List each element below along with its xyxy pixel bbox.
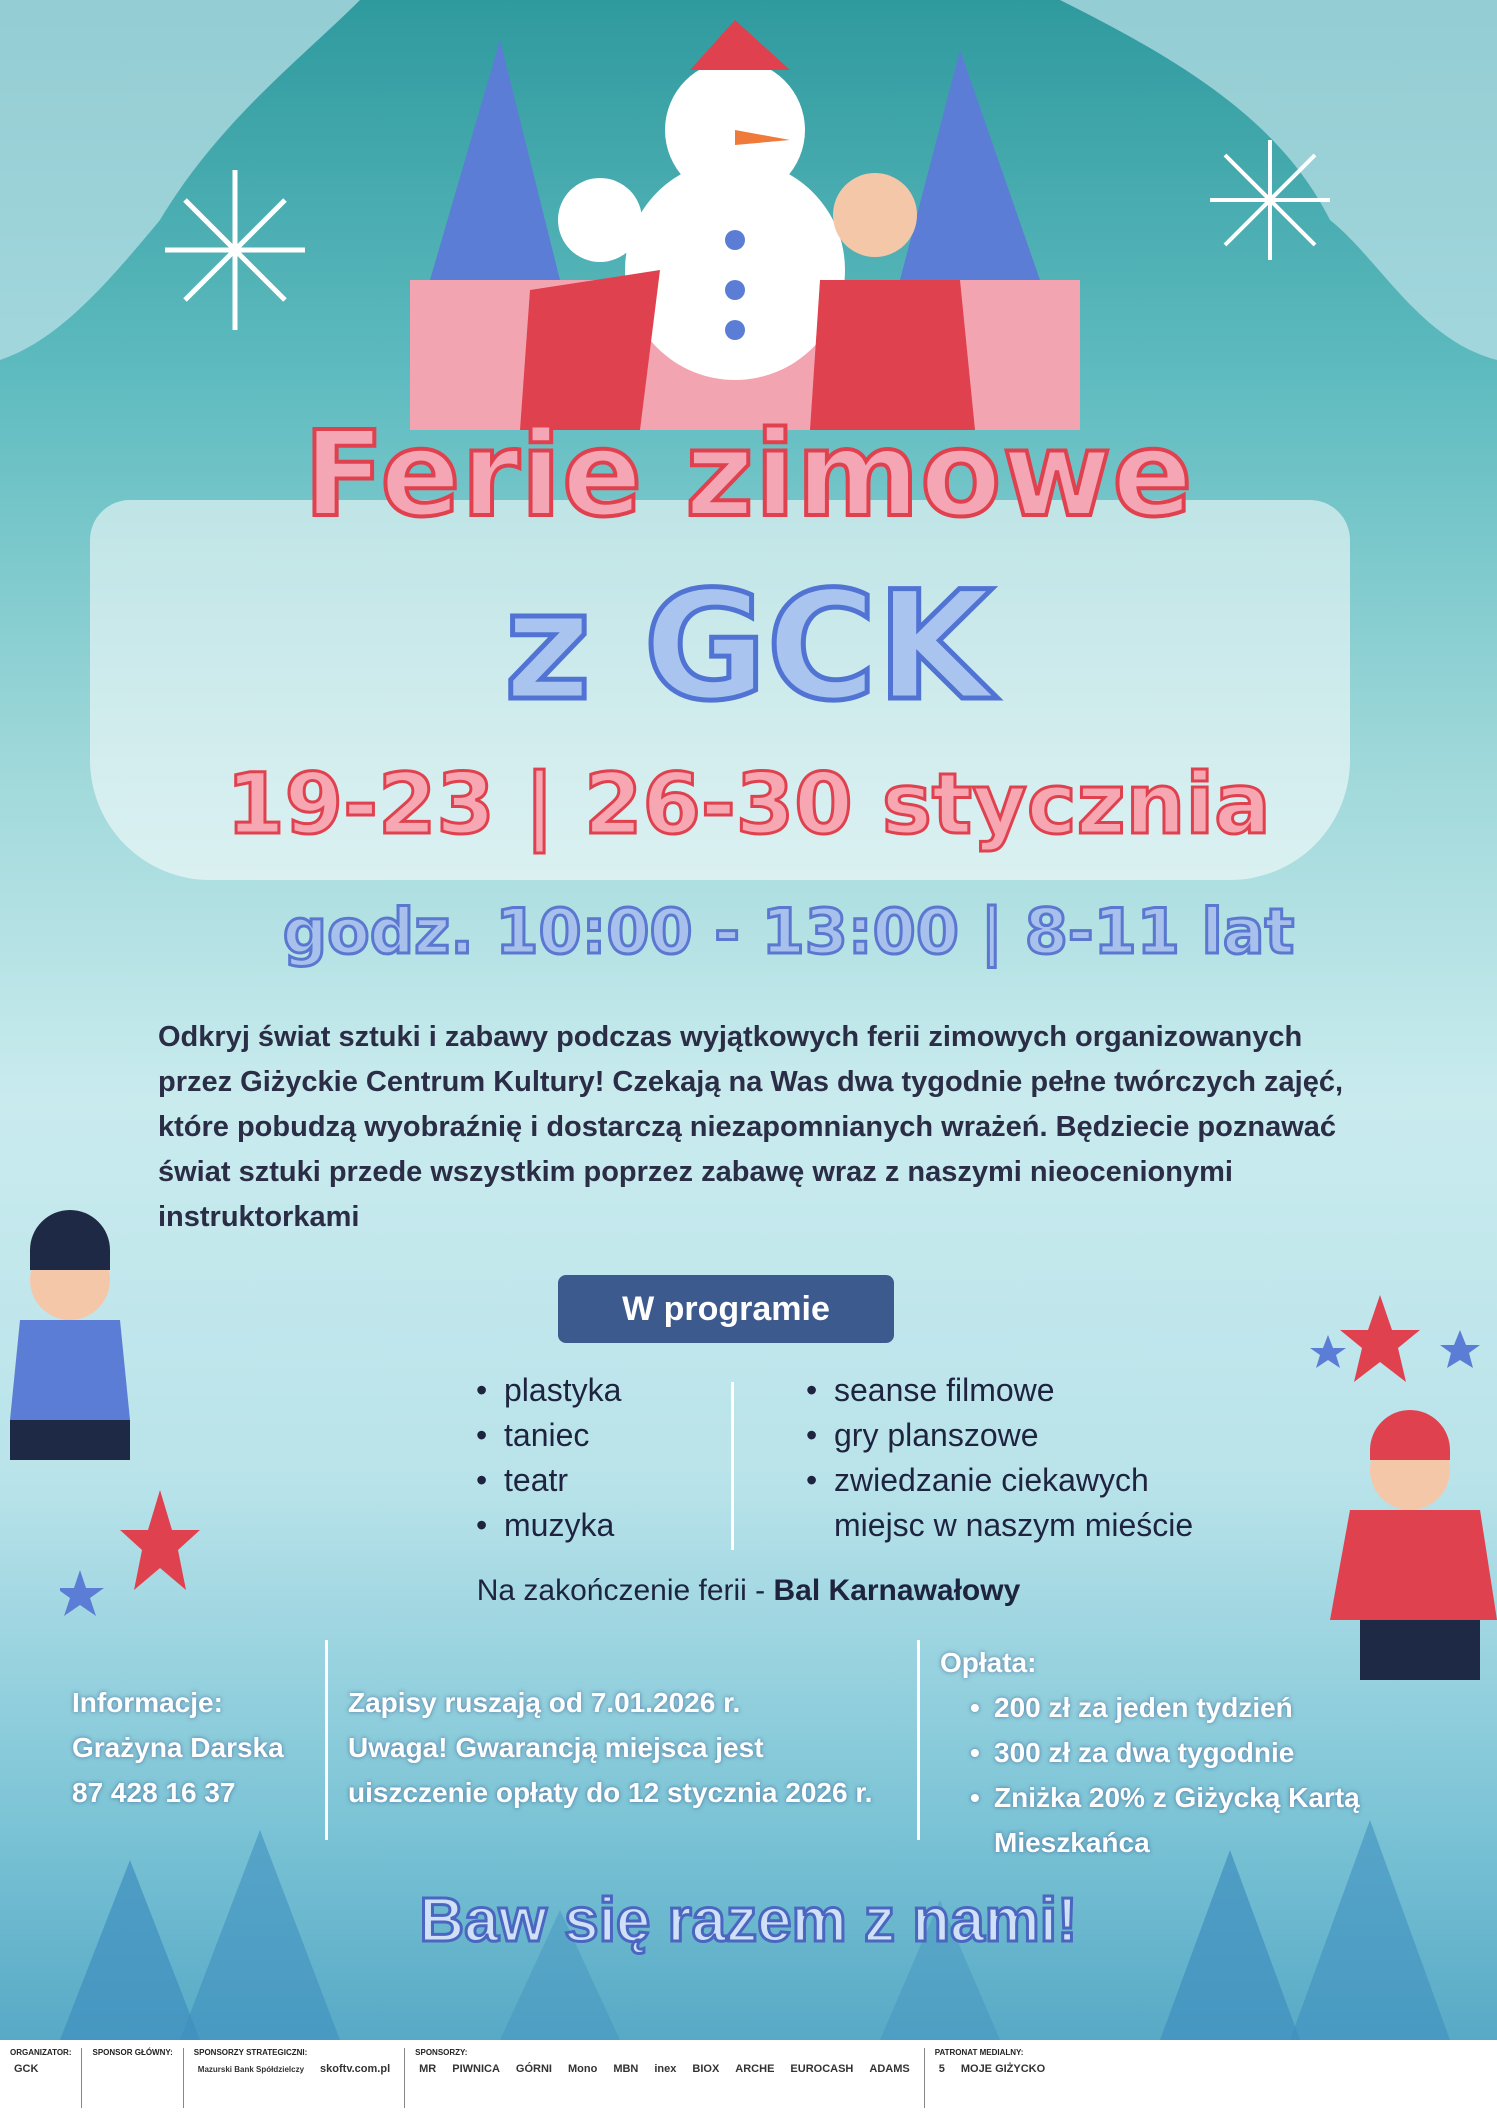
media-group	[935, 2048, 1049, 2077]
bank-logo: Mazurski Bank Spółdzielczy	[197, 2064, 305, 2074]
main-sponsor-label: SPONSOR GŁÓWNY:	[92, 2048, 173, 2057]
program-heading: W programie	[558, 1275, 894, 1343]
sponsors-label: SPONSORZY:	[415, 2048, 468, 2057]
list-item: • teatr	[476, 1458, 621, 1503]
list-item: • muzyka	[476, 1503, 621, 1548]
divider	[81, 2048, 82, 2108]
closing-prefix: Na zakończenie ferii -	[476, 1574, 774, 1607]
program-list-left	[476, 1368, 621, 1548]
headline-ferie-zimowe: Ferie zimowe	[303, 405, 1194, 543]
kid-illustration-left	[0, 1190, 220, 1490]
closing-event: Bal Karnawałowy	[773, 1574, 1021, 1607]
closing-note	[0, 1574, 1497, 1608]
registration-info	[348, 1680, 908, 1815]
organizer-label: ORGANIZATOR:	[10, 2048, 72, 2057]
sponsor-logo: Mono	[567, 2063, 598, 2075]
gck-logo: GCK	[14, 2063, 39, 2075]
contact-phone: 87 428 16 37	[72, 1777, 236, 1808]
list-item: • seanse filmowe	[806, 1368, 1226, 1413]
list-item: • gry planszowe	[806, 1413, 1226, 1458]
contact-heading: Informacje:	[72, 1687, 223, 1718]
fee-item: • 300 zł za dwa tygodnie	[970, 1730, 1400, 1775]
divider	[731, 1382, 734, 1550]
snowflake-icon	[165, 170, 305, 330]
sponsors-footer	[0, 2040, 1497, 2116]
sponsor-logo: MR	[419, 2063, 437, 2075]
strategic-group	[194, 2048, 394, 2077]
strategic-label: SPONSORZY STRATEGICZNI:	[193, 2048, 308, 2057]
registration-line: Uwaga! Gwarancją miejsca jest	[348, 1732, 764, 1763]
sponsor-logo: ARCHE	[735, 2063, 775, 2075]
skoftv-logo: skoftv.com.pl	[320, 2063, 391, 2075]
main-sponsor-group	[92, 2048, 172, 2057]
divider	[183, 2048, 184, 2108]
contact-info	[72, 1680, 284, 1815]
divider	[924, 2048, 925, 2108]
slogan: Baw się razem z nami!	[419, 1886, 1078, 1955]
sponsor-logo: ADAMS	[869, 2063, 910, 2075]
sponsor-logo: MBN	[613, 2063, 639, 2075]
headline-z-gck: z GCK	[504, 560, 993, 734]
sponsors-group	[415, 2048, 914, 2077]
fee-heading: Opłata:	[940, 1647, 1037, 1678]
winter-scene-illustration	[0, 0, 1497, 460]
registration-line: Zapisy ruszają od 7.01.2026 r.	[348, 1687, 741, 1718]
star-icon	[1310, 1290, 1480, 1400]
list-item: • taniec	[476, 1413, 621, 1458]
divider	[404, 2048, 405, 2108]
media-logo: MOJE GIŻYCKO	[960, 2063, 1046, 2075]
contact-name: Grażyna Darska	[72, 1732, 284, 1763]
event-dates: 19-23 | 26-30 stycznia	[226, 755, 1271, 853]
media-logo: 5	[938, 2063, 945, 2075]
list-item: • plastyka	[476, 1368, 621, 1413]
fee-item: • Zniżka 20% z Giżycką Kartą Mieszkańca	[970, 1775, 1400, 1865]
sponsor-logo: PIWNICA	[452, 2063, 500, 2075]
media-label: PATRONAT MEDIALNY:	[934, 2048, 1024, 2057]
fee-item: • 200 zł za jeden tydzień	[970, 1685, 1400, 1730]
sponsor-logo: BIOX	[692, 2063, 720, 2075]
sponsor-logo: GÓRNI	[515, 2063, 552, 2075]
event-hours-age: godz. 10:00 - 13:00 | 8-11 lat	[282, 895, 1295, 968]
program-list-right	[806, 1368, 1226, 1548]
registration-line: uiszczenie opłaty do 12 stycznia 2026 r.	[348, 1777, 873, 1808]
sponsor-logo: inex	[654, 2063, 677, 2075]
sponsor-logo: EUROCASH	[790, 2063, 854, 2075]
intro-paragraph: Odkryj świat sztuki i zabawy podczas wyjątkowych ferii zimowych organizowanych przez Giżyckie Centrum Kultury! Czekają na Was dwa tygodnie pełne twórczych zajęć, które pobudzą wyobraźnię i dostarczą niezapomnianych wrażeń. Będziecie poznawać świat sztuki przede wszystkim poprzez zabawę wraz z naszymi nieocenionymi instruktorkami	[158, 1021, 1344, 1233]
list-item: • zwiedzanie ciekawych miejsc w naszym mieście	[806, 1458, 1226, 1548]
organizer-group	[10, 2048, 71, 2077]
